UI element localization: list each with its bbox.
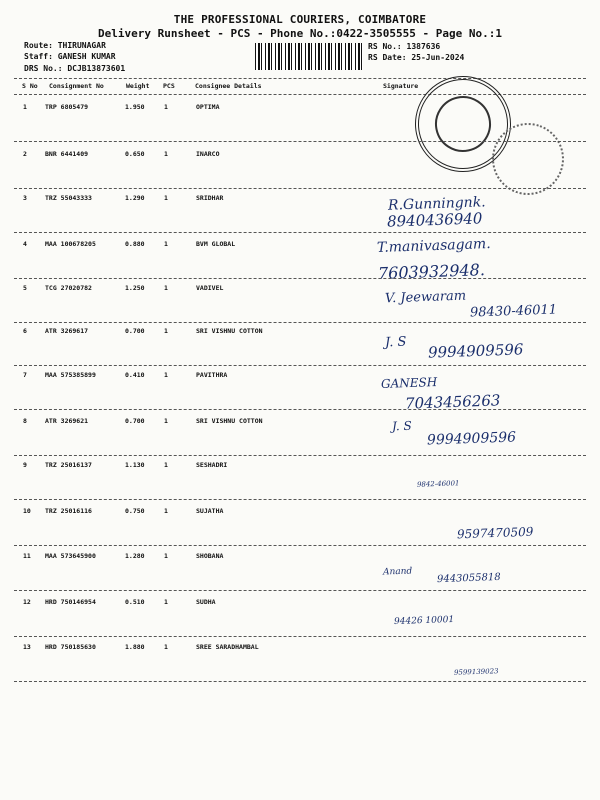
row-consignment: TRZ 25016116 [45,507,92,515]
row-signature-phone: 9599139023 [453,667,499,677]
row-consignee: OPTIMA [196,103,220,111]
row-divider [14,409,586,410]
rs-number: RS No.: 1387636 [368,42,441,51]
row-pcs: 1 [164,417,168,425]
row-consignment: BNR 6441409 [45,150,89,158]
row-signature-phone: 9597470509 [456,524,534,542]
row-weight: 1.950 [125,103,145,111]
row-weight: 1.280 [125,552,145,560]
row-divider [14,681,586,682]
row-weight: 0.650 [125,150,145,158]
row-sno: 11 [23,552,31,560]
column-consignment: Consignment No [49,82,104,90]
row-pcs: 1 [164,240,168,248]
company-title: THE PROFESSIONAL COURIERS, COIMBATORE [173,13,427,26]
row-signature-phone: 9994909596 [426,429,517,449]
row-sno: 12 [23,598,31,606]
row-consignment: MAA 573645900 [45,552,96,560]
row-signature: T.manivasagam. [376,236,491,256]
row-weight: 1.250 [125,284,145,292]
row-consignee: INARCO [196,150,220,158]
row-consignee: VADIVEL [196,284,224,292]
runsheet-subtitle: Delivery Runsheet - PCS - Phone No.:0422-3505555 - Page No.:1 [98,27,502,40]
row-pcs: 1 [164,194,168,202]
row-signature-phone: 9443055818 [436,571,501,586]
row-consignment: ATR 3269617 [45,327,89,335]
row-consignee: BVM GLOBAL [196,240,236,248]
row-consignee: PAVITHRA [196,371,228,379]
row-signature-phone: 98430-46011 [469,302,558,321]
row-divider [14,365,586,366]
row-divider [14,232,586,233]
row-weight: 0.410 [125,371,145,379]
row-sno: 3 [23,194,27,202]
row-consignee: SRI VISHNU COTTON [196,327,263,335]
row-signature: V. Jeewaram [384,288,467,307]
row-weight: 0.510 [125,598,145,606]
row-sno: 10 [23,507,31,515]
column-consignee: Consignee Details [195,82,262,90]
row-sno: 1 [23,103,27,111]
row-sno: 7 [23,371,27,379]
row-signature-phone: 94426 10001 [393,614,455,628]
row-pcs: 1 [164,150,168,158]
row-divider [14,545,586,546]
row-pcs: 1 [164,507,168,515]
rs-date: RS Date: 25-Jun-2024 [368,53,465,62]
row-signature-phone: 9842-46001 [416,479,460,489]
column-weight: Weight [126,82,150,90]
row-pcs: 1 [164,552,168,560]
row-weight: 0.700 [125,417,145,425]
row-sno: 9 [23,461,27,469]
row-divider [14,141,586,142]
row-pcs: 1 [164,598,168,606]
row-divider [14,278,586,279]
row-pcs: 1 [164,371,168,379]
row-sno: 13 [23,643,31,651]
row-consignment: HRD 750185630 [45,643,96,651]
row-weight: 0.700 [125,327,145,335]
row-sno: 8 [23,417,27,425]
column-signature: Signature [383,82,419,90]
drs-label: DRS No.: DCJB13873601 [24,64,126,73]
row-consignment: ATR 3269621 [45,417,89,425]
row-sno: 6 [23,327,27,335]
row-divider [14,590,586,591]
row-weight: 1.880 [125,643,145,651]
row-signature-phone: 9994909596 [427,340,524,362]
barcode [255,43,363,70]
row-weight: 1.290 [125,194,145,202]
row-consignee: SESHADRI [196,461,228,469]
row-signature-phone: 7043456263 [404,391,501,413]
staff-label: Staff: GANESH KUMAR [24,52,116,61]
row-weight: 0.750 [125,507,145,515]
row-sno: 5 [23,284,27,292]
row-pcs: 1 [164,643,168,651]
row-divider [14,636,586,637]
row-consignee: SUDHA [196,598,216,606]
row-consignment: TRZ 25016137 [45,461,92,469]
row-divider [14,322,586,323]
row-consignment: MAA 100678205 [45,240,96,248]
row-consignee: SRI VISHNU COTTON [196,417,263,425]
row-sno: 2 [23,150,27,158]
row-sno: 4 [23,240,27,248]
route-label: Route: THIRUNAGAR [24,41,106,50]
row-consignee: SUJATHA [196,507,224,515]
row-pcs: 1 [164,284,168,292]
row-signature: J. S [391,418,412,434]
row-signature: GANESH [380,375,438,391]
row-signature-phone: 8940436940 [386,209,483,231]
row-signature-phone: 7603932948. [377,260,486,283]
row-consignment: MAA 575385899 [45,371,96,379]
row-divider [14,455,586,456]
header-rule-top [14,78,586,79]
column-sno: S No [22,82,38,90]
row-pcs: 1 [164,461,168,469]
row-divider [14,499,586,500]
row-consignee: SHOBANA [196,552,224,560]
column-pcs: PCS [163,82,175,90]
row-consignment: HRD 750146954 [45,598,96,606]
row-pcs: 1 [164,327,168,335]
row-consignee: SRIDHAR [196,194,224,202]
row-pcs: 1 [164,103,168,111]
row-signature: J. S [384,334,407,351]
row-signature: R.Gunningnk. [387,194,486,214]
row-weight: 0.880 [125,240,145,248]
row-consignee: SREE SARADHAMBAL [196,643,259,651]
row-consignment: TRZ 55043333 [45,194,92,202]
row-divider [14,188,586,189]
row-signature: Anand [382,566,413,578]
row-consignment: TRP 6805479 [45,103,89,111]
row-consignment: TCG 27020782 [45,284,92,292]
row-weight: 1.130 [125,461,145,469]
